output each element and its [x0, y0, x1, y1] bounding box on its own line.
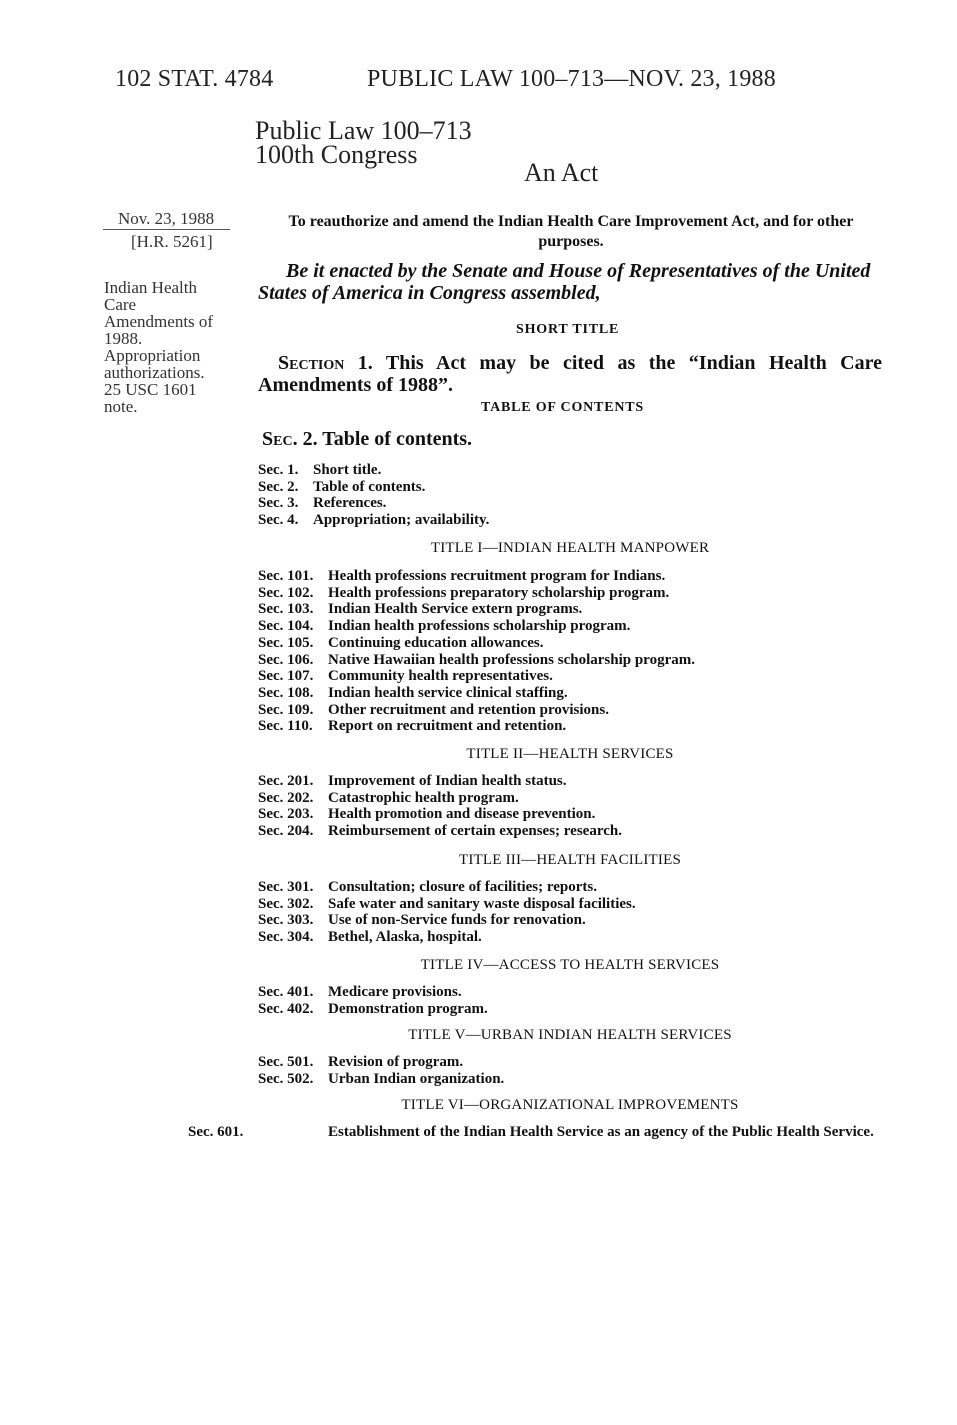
toc-title-heading: TITLE II—HEALTH SERVICES	[466, 746, 674, 762]
toc-section-number: Sec. 106.	[258, 651, 314, 668]
toc-entry	[258, 1071, 504, 1088]
margin-note: authorizations.	[104, 363, 205, 382]
toc-entry	[258, 1054, 504, 1071]
short-title-heading: SHORT TITLE	[516, 322, 620, 337]
toc-section-title: Indian Health Service extern programs.	[328, 601, 583, 618]
toc-section-number: Sec. 301.	[258, 879, 314, 895]
toc-title-1-list	[258, 568, 695, 735]
toc-section-title: Medicare provisions.	[328, 984, 462, 1000]
toc-entry	[258, 652, 695, 669]
toc-section-number: Sec. 105.	[258, 634, 314, 651]
toc-section-title: Demonstration program.	[328, 1000, 488, 1017]
toc-section-number: Sec. 302.	[258, 895, 314, 912]
toc-title-heading: TITLE VI—ORGANIZATIONAL IMPROVEMENTS	[401, 1097, 739, 1113]
toc-section-title: Establishment of the Indian Health Service as an agency of the Public Health Service.	[328, 1124, 874, 1140]
toc-entry	[258, 790, 622, 807]
toc-heading: TABLE OF CONTENTS	[481, 400, 644, 415]
toc-section-number: Sec. 303.	[258, 912, 314, 929]
toc-section-number: Sec. 203.	[258, 806, 314, 823]
toc-section-number: Sec. 1.	[258, 462, 299, 478]
toc-entry	[258, 512, 489, 529]
toc-section-number: Sec. 104.	[258, 618, 314, 635]
toc-title-4-list	[258, 984, 488, 1017]
toc-section-title: Urban Indian organization.	[328, 1070, 505, 1087]
toc-section-title: Indian health service clinical staffing.	[328, 684, 568, 701]
toc-section-title: Revision of program.	[328, 1054, 464, 1070]
toc-entry	[258, 806, 622, 823]
toc-entry	[258, 668, 695, 685]
margin-note: Amendments of	[104, 312, 214, 331]
toc-entry	[258, 912, 636, 929]
margin-note: note.	[104, 397, 138, 416]
toc-entry	[258, 896, 636, 913]
margin-bill-number: [H.R. 5261]	[131, 232, 213, 251]
congress-number: 100th Congress	[255, 140, 418, 169]
toc-section-number: Sec. 201.	[258, 773, 314, 789]
toc-section-title: Catastrophic health program.	[328, 789, 519, 806]
an-act-label: An Act	[524, 158, 599, 187]
toc-entry	[258, 495, 489, 512]
toc-entry	[258, 618, 695, 635]
section-2-label: Sec. 2.	[262, 428, 318, 450]
toc-entry	[258, 773, 622, 790]
margin-note: 1988.	[104, 329, 143, 348]
toc-section-number: Sec. 304.	[258, 929, 314, 946]
toc-section-number: Sec. 103.	[258, 601, 314, 618]
toc-section-title: Community health representatives.	[328, 668, 553, 685]
toc-section-title: Indian health professions scholarship program.	[328, 618, 631, 635]
toc-section-title: Short title.	[313, 462, 382, 478]
toc-section-title: Appropriation; availability.	[313, 512, 490, 529]
toc-entry	[258, 585, 695, 602]
section-1-label: Section 1.	[278, 352, 373, 374]
toc-entry	[258, 462, 489, 479]
toc-entry	[258, 929, 636, 946]
toc-entry	[188, 1124, 882, 1141]
enacting-clause: Be it enacted by the Senate and House of Representatives of the United States of America in Congress assembled,	[258, 260, 871, 304]
toc-section-title: Report on recruitment and retention.	[328, 718, 567, 735]
running-header-law: PUBLIC LAW 100–713—NOV. 23, 1988	[367, 66, 776, 92]
toc-entry	[258, 635, 695, 652]
section-2-heading	[262, 428, 472, 451]
toc-section-title: Safe water and sanitary waste disposal facilities.	[328, 895, 636, 912]
toc-entry	[258, 568, 695, 585]
toc-section-number: Sec. 204.	[258, 823, 314, 840]
toc-section-title: Reimbursement of certain expenses; research.	[328, 823, 622, 840]
toc-section-number: Sec. 502.	[258, 1070, 314, 1087]
toc-section-title: References.	[313, 495, 387, 512]
toc-section-title: Bethel, Alaska, hospital.	[328, 929, 482, 946]
toc-entry	[258, 601, 695, 618]
toc-title-heading: TITLE III—HEALTH FACILITIES	[458, 852, 682, 868]
toc-general-list	[258, 462, 489, 529]
toc-section-number: Sec. 601.	[188, 1124, 244, 1140]
toc-section-title: Table of contents.	[313, 478, 426, 495]
toc-entry	[258, 702, 695, 719]
public-law-number: Public Law 100–713	[255, 116, 472, 145]
toc-title-heading: TITLE IV—ACCESS TO HEALTH SERVICES	[420, 957, 720, 973]
toc-section-number: Sec. 107.	[258, 668, 314, 685]
toc-entry	[258, 823, 622, 840]
toc-title-3-list	[258, 879, 636, 946]
toc-entry	[258, 879, 636, 896]
toc-title-5-list	[258, 1054, 504, 1087]
purpose-statement: To reauthorize and amend the Indian Health Care Improvement Act, and for other purposes.	[288, 213, 854, 250]
margin-note: Care	[104, 295, 137, 314]
toc-section-number: Sec. 402.	[258, 1000, 314, 1017]
toc-entry	[258, 984, 488, 1001]
toc-title-heading: TITLE V—URBAN INDIAN HEALTH SERVICES	[408, 1027, 732, 1043]
toc-section-title: Health professions recruitment program for Indians.	[328, 568, 666, 584]
margin-divider	[103, 229, 230, 230]
toc-section-number: Sec. 4.	[258, 512, 299, 529]
margin-note: Appropriation	[104, 346, 201, 365]
margin-note: Indian Health	[104, 278, 197, 297]
toc-section-title: Continuing education allowances.	[328, 634, 544, 651]
toc-section-number: Sec. 102.	[258, 584, 314, 601]
toc-entry	[258, 1001, 488, 1018]
toc-section-title: Native Hawaiian health professions scholarship program.	[328, 651, 695, 668]
toc-entry	[258, 479, 489, 496]
toc-section-title: Health professions preparatory scholarship program.	[328, 584, 670, 601]
margin-date: Nov. 23, 1988	[118, 209, 215, 228]
toc-entry	[258, 685, 695, 702]
section-1-body: This Act may be cited as the “Indian Health Care Amendments of 1988”.	[258, 352, 882, 396]
section-1-text	[258, 352, 882, 396]
toc-section-number: Sec. 501.	[258, 1054, 314, 1070]
toc-section-number: Sec. 110.	[258, 718, 313, 735]
toc-section-number: Sec. 101.	[258, 568, 314, 584]
toc-title-heading: TITLE I—INDIAN HEALTH MANPOWER	[430, 540, 710, 556]
toc-section-number: Sec. 401.	[258, 984, 314, 1000]
toc-section-title: Improvement of Indian health status.	[328, 773, 567, 789]
toc-section-title: Consultation; closure of facilities; reports.	[328, 879, 597, 895]
margin-notes	[104, 279, 234, 415]
toc-title-2-list	[258, 773, 622, 840]
page-stat-reference: 102 STAT. 4784	[115, 66, 274, 92]
toc-section-title: Other recruitment and retention provisions.	[328, 701, 609, 718]
toc-section-number: Sec. 108.	[258, 684, 314, 701]
toc-title-6-list	[188, 1124, 882, 1141]
toc-section-number: Sec. 3.	[258, 495, 299, 512]
toc-section-title: Use of non-Service funds for renovation.	[328, 912, 586, 929]
toc-section-number: Sec. 109.	[258, 701, 314, 718]
toc-section-title: Health promotion and disease prevention.	[328, 806, 596, 823]
toc-section-number: Sec. 202.	[258, 789, 314, 806]
toc-section-number: Sec. 2.	[258, 478, 299, 495]
section-2-title: Table of contents.	[322, 428, 473, 450]
toc-entry	[258, 718, 695, 735]
margin-note: 25 USC 1601	[104, 380, 197, 399]
